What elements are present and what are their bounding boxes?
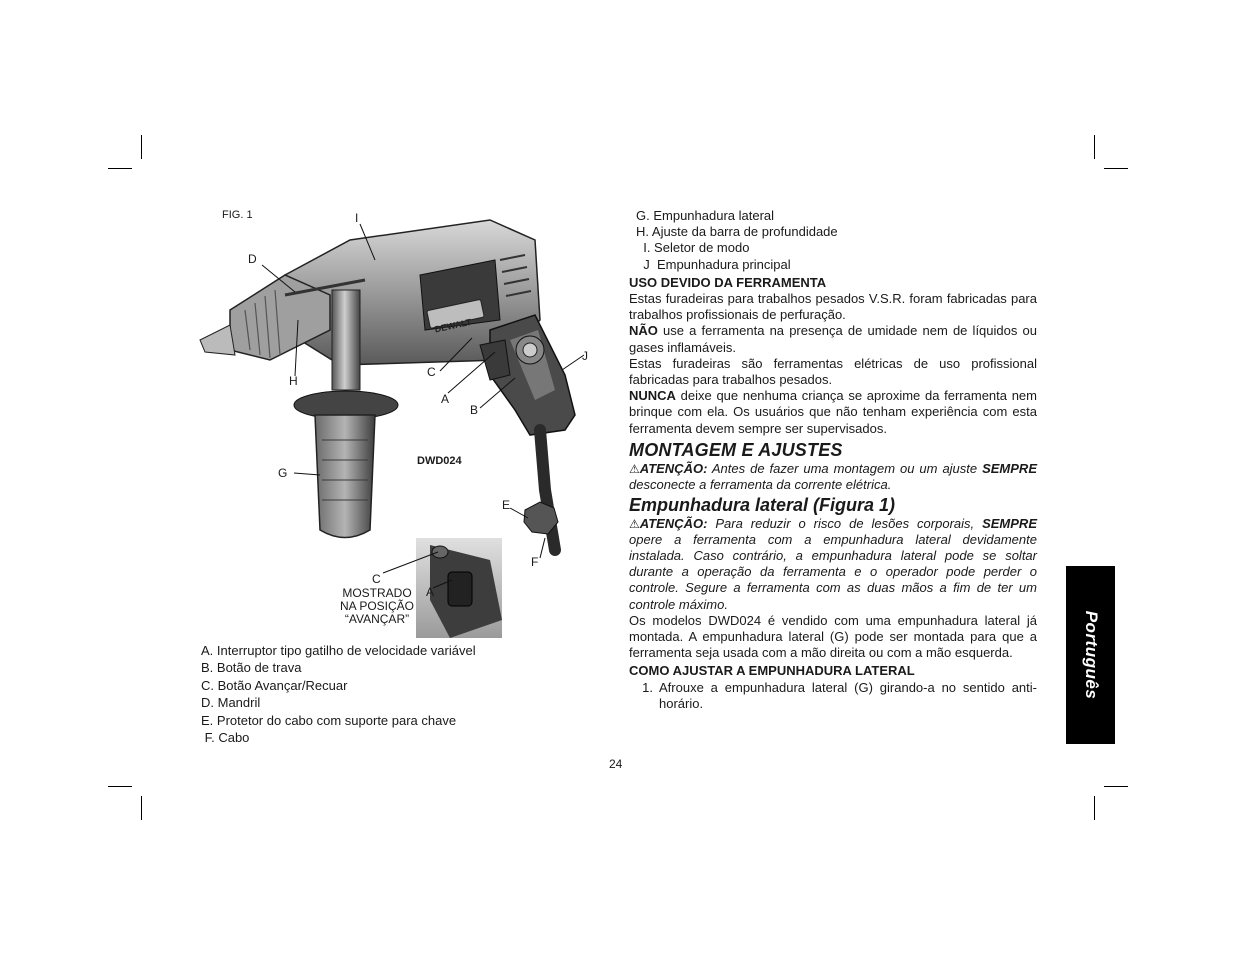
callout-h: H <box>289 374 298 388</box>
inset-caption <box>326 587 428 626</box>
paragraph-text: use a ferramenta na presença de umidade nem de líquidos ou gases inflamáveis. <box>629 323 1037 355</box>
callout-c: C <box>427 365 436 379</box>
legend-item: G. Empunhadura lateral <box>636 208 775 223</box>
legend-item: D. Mandril <box>201 695 261 711</box>
page-number: 24 <box>609 757 623 771</box>
emphasis: SEMPRE <box>982 461 1037 477</box>
paragraph-text: deixe que nenhuma criança se aproxime da ferramenta nem brinque com ela. Os usuários que não tenham experiência com esta ferramenta devem sempre ser supervisados. <box>629 388 1037 436</box>
callout-i: I <box>355 211 359 225</box>
warning-label: ATENÇÃO: <box>639 461 708 477</box>
callout-a: A <box>441 392 450 406</box>
crop-mark <box>1104 786 1128 787</box>
legend-item: A. Interruptor tipo gatilho de velocidade variável <box>201 643 476 658</box>
crop-mark <box>1094 135 1095 159</box>
inset-caption-line: NA POSIÇÃO <box>339 599 415 613</box>
legend-item: E. Protetor do cabo com suporte para chave <box>201 712 457 728</box>
paragraph: Estas furadeiras são ferramentas elétricas de uso profissional fabricadas para trabalhos pesados. <box>629 355 1037 388</box>
section-heading-uso: USO DEVIDO DA FERRAMENTA <box>629 274 827 290</box>
warning-paragraph <box>629 461 1037 493</box>
callout-d: D <box>248 252 257 266</box>
crop-mark <box>1094 796 1095 820</box>
callout-a-inset: A <box>426 585 435 599</box>
section-heading-montagem: MONTAGEM E AJUSTES <box>629 439 843 460</box>
brand-badge: DEWALT <box>433 316 473 335</box>
crop-mark <box>1104 168 1128 169</box>
parts-legend-left <box>201 642 476 746</box>
emphasis: NÃO <box>629 323 658 339</box>
inset-caption-line: “AVANÇAR” <box>344 612 410 626</box>
step-text: Afrouxe a empunhadura lateral (G) girando-a no sentido anti-horário. <box>659 679 1037 711</box>
callout-e: E <box>502 498 511 512</box>
paragraph <box>629 388 1037 437</box>
section-heading-empunhadura: Empunhadura lateral (Figura 1) <box>629 495 896 516</box>
warning-icon: ⚠ <box>629 516 640 531</box>
warning-icon: ⚠ <box>629 462 640 477</box>
drill-illustration <box>190 200 590 645</box>
paragraph: Os modelos DWD024 é vendido com uma empunhadura lateral já montada. A empunhadura lateral (G) pode ser montada para que a ferramenta seja usada com a mão direita ou com a mão esquerda. <box>629 612 1037 661</box>
warning-text: desconecte a ferramenta da corrente elétrica. <box>629 477 892 493</box>
warning-label: ATENÇÃO: <box>639 515 708 531</box>
sub-heading: COMO AJUSTAR A EMPUNHADURA LATERAL <box>629 663 915 679</box>
parts-legend-right <box>629 208 1037 273</box>
inset-caption-line: MOSTRADO <box>342 586 412 600</box>
warning-text: Para reduzir o risco de lesões corporais, <box>707 515 983 531</box>
language-tab <box>1066 566 1115 744</box>
emphasis: NUNCA <box>629 388 676 404</box>
step-number: 1. <box>642 679 653 695</box>
crop-mark <box>108 168 132 169</box>
paragraph: Estas furadeiras para trabalhos pesados V.S.R. foram fabricadas para trabalhos profissionais de perfuração. <box>629 291 1037 323</box>
warning-text: Antes de fazer uma montagem ou um ajuste <box>707 461 983 477</box>
callout-f: F <box>531 555 539 569</box>
legend-item: H. Ajuste da barra de profundidade <box>636 224 838 240</box>
crop-mark <box>141 135 142 159</box>
crop-mark <box>141 796 142 820</box>
warning-paragraph <box>629 516 1037 613</box>
paragraph <box>629 323 1037 355</box>
emphasis: SEMPRE <box>982 515 1037 531</box>
figure-label: FIG. 1 <box>222 209 253 221</box>
callout-c-inset: C <box>372 572 381 586</box>
callout-g: G <box>278 466 288 480</box>
legend-item: F. Cabo <box>201 730 250 746</box>
callout-j: J <box>582 349 588 363</box>
callout-b: B <box>470 403 479 417</box>
legend-item: C. Botão Avançar/Recuar <box>201 677 348 693</box>
model-number: DWD024 <box>417 455 462 467</box>
legend-item: B. Botão de trava <box>201 660 302 676</box>
legend-item: J Empunhadura principal <box>636 256 791 272</box>
legend-item: I. Seletor de modo <box>636 240 750 256</box>
language-tab-label: Português <box>1081 610 1101 700</box>
warning-text: opere a ferramenta com a empunhadura lateral devidamente instalada. Caso contrário, a empunhadura lateral pode se soltar durante a operação da ferramenta e o operador pode perder o controle. Segure a ferramenta com as duas mãos a fim de ter um controle máximo. <box>629 531 1037 612</box>
crop-mark <box>108 786 132 787</box>
text-column <box>629 208 1037 712</box>
step-item <box>629 680 1037 712</box>
